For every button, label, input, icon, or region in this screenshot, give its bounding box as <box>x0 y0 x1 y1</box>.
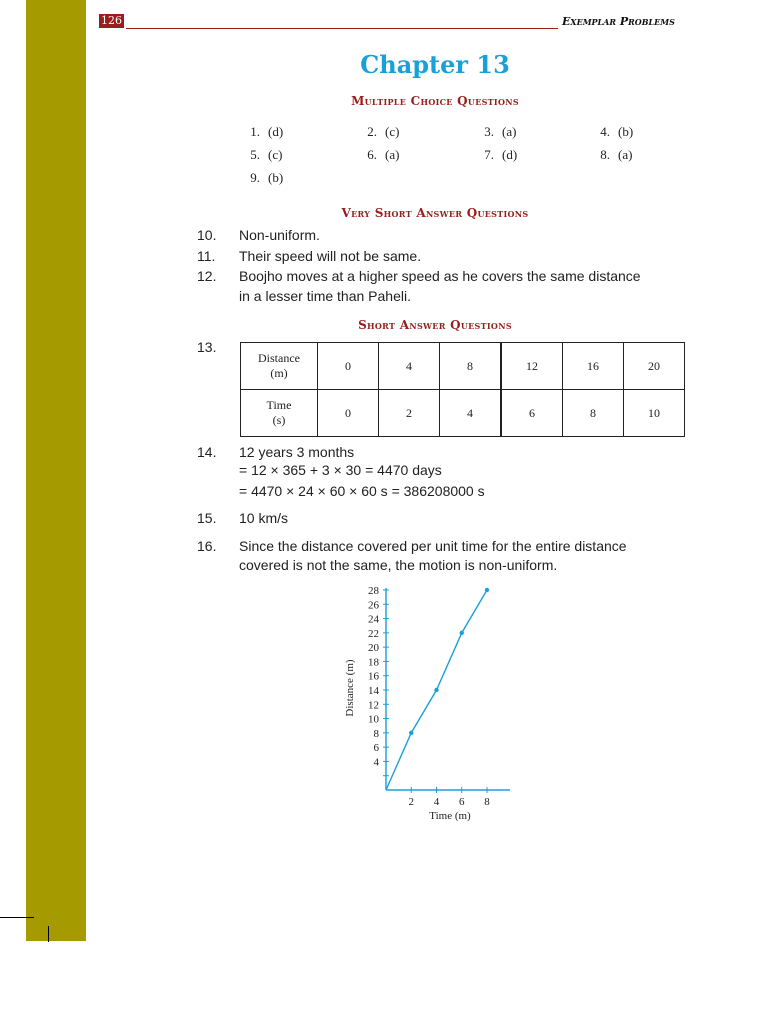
mcq-option: (d) <box>268 124 284 139</box>
x-tick-label: 2 <box>408 796 414 808</box>
table-cell: 8 <box>563 390 624 437</box>
answer-text: Boojho moves at a higher speed as he covers the same distance <box>239 268 641 284</box>
table-cell: 0 <box>318 343 379 390</box>
answer-text: in a lesser time than Paheli. <box>239 288 411 304</box>
mcq-answer <box>590 147 632 163</box>
mcq-number: 3. <box>484 124 494 139</box>
distance-time-table <box>240 342 685 437</box>
equation-line: = 4470 × 24 × 60 × 60 s = 386208000 s <box>239 483 485 499</box>
mcq-answer <box>474 124 516 140</box>
y-tick-label: 20 <box>368 642 379 655</box>
page-number: 126 <box>101 14 122 27</box>
y-tick-label: 22 <box>368 627 379 640</box>
x-axis-label: Time (m) <box>429 810 471 822</box>
y-tick-label: 4 <box>373 756 379 769</box>
answer-text: Non-uniform. <box>239 227 320 243</box>
y-tick-label: 16 <box>368 670 379 683</box>
mcq-option: (c) <box>268 147 283 162</box>
x-tick-label: 6 <box>459 796 465 808</box>
y-tick-label: 18 <box>368 656 379 669</box>
table-cell: 6 <box>501 390 563 437</box>
chapter-title: Chapter 13 <box>360 50 510 79</box>
y-tick-label: 8 <box>373 727 379 740</box>
mcq-option: (c) <box>385 124 400 139</box>
mcq-option: (d) <box>502 147 518 162</box>
x-tick-label: 4 <box>433 796 440 808</box>
mcq-option: (a) <box>385 147 400 162</box>
mcq-number: 1. <box>250 124 260 139</box>
y-axis-label: Distance (m) <box>344 659 356 717</box>
crop-mark-vertical <box>48 926 49 942</box>
mcq-number: 7. <box>484 147 494 162</box>
mcq-answer <box>474 147 517 163</box>
mcq-number: 6. <box>367 147 377 162</box>
equation-line: = 12 × 365 + 3 × 30 = 4470 days <box>239 462 442 478</box>
answer-text: Their speed will not be same. <box>239 248 422 264</box>
mcq-number: 8. <box>600 147 610 162</box>
table-cell: 4 <box>440 390 502 437</box>
mcq-option: (a) <box>618 147 633 162</box>
question-number: 10. <box>197 227 217 243</box>
y-tick-label: 6 <box>373 742 379 755</box>
question-number: 12. <box>197 268 217 284</box>
mcq-answer <box>240 170 283 186</box>
y-tick-label: 28 <box>368 585 379 597</box>
table-row <box>241 343 685 390</box>
question-number: 11. <box>197 248 216 264</box>
answer-text: 12 years 3 months <box>239 444 355 460</box>
distance-time-graph <box>330 580 530 830</box>
table-cell: 0 <box>318 390 379 437</box>
mcq-number: 4. <box>600 124 610 139</box>
data-point <box>460 631 464 635</box>
mcq-option: (b) <box>618 124 634 139</box>
x-tick-label: 8 <box>484 796 490 808</box>
mcq-option: (a) <box>502 124 517 139</box>
section-heading-vsa: Very Short Answer Questions <box>341 206 529 220</box>
answer-text: Since the distance covered per unit time for the entire distance <box>239 538 627 554</box>
mcq-number: 5. <box>250 147 260 162</box>
table-cell: 16 <box>563 343 624 390</box>
data-point <box>409 731 413 735</box>
mcq-option: (b) <box>268 170 284 185</box>
data-point <box>434 688 438 692</box>
crop-mark-horizontal <box>0 917 34 918</box>
section-heading-mcq: Multiple Choice Questions <box>351 94 519 108</box>
question-number: 16. <box>197 538 217 554</box>
mcq-number: 2. <box>367 124 377 139</box>
y-tick-label: 24 <box>368 613 379 626</box>
table-header-cell: Distance (m) <box>241 343 318 390</box>
running-head: Exemplar Problems <box>562 15 675 28</box>
table-cell: 10 <box>624 390 685 437</box>
question-number: 13. <box>197 339 217 355</box>
y-tick-label: 26 <box>368 599 379 612</box>
table-cell: 8 <box>440 343 502 390</box>
mcq-answer <box>240 147 282 163</box>
table-cell: 2 <box>379 390 440 437</box>
mcq-answer <box>357 147 399 163</box>
section-heading-sa: Short Answer Questions <box>358 318 512 332</box>
mcq-number: 9. <box>250 170 260 185</box>
answer-text: covered is not the same, the motion is non-uniform. <box>239 557 558 573</box>
table-header-cell: Time (s) <box>241 390 318 437</box>
table-cell: 20 <box>624 343 685 390</box>
y-tick-label: 10 <box>368 713 379 726</box>
y-tick-label: 14 <box>368 685 379 697</box>
data-point <box>485 588 489 592</box>
header-rule <box>126 28 558 29</box>
table-cell: 4 <box>379 343 440 390</box>
mcq-answer <box>590 124 633 140</box>
sidebar-band <box>26 0 86 941</box>
y-tick-label: 12 <box>368 699 379 712</box>
table-row <box>241 390 685 437</box>
answer-text: 10 km/s <box>239 510 289 526</box>
question-number: 14. <box>197 444 217 460</box>
mcq-answer <box>357 124 399 140</box>
table-cell: 12 <box>501 343 563 390</box>
question-number: 15. <box>197 510 217 526</box>
mcq-answer <box>240 124 283 140</box>
